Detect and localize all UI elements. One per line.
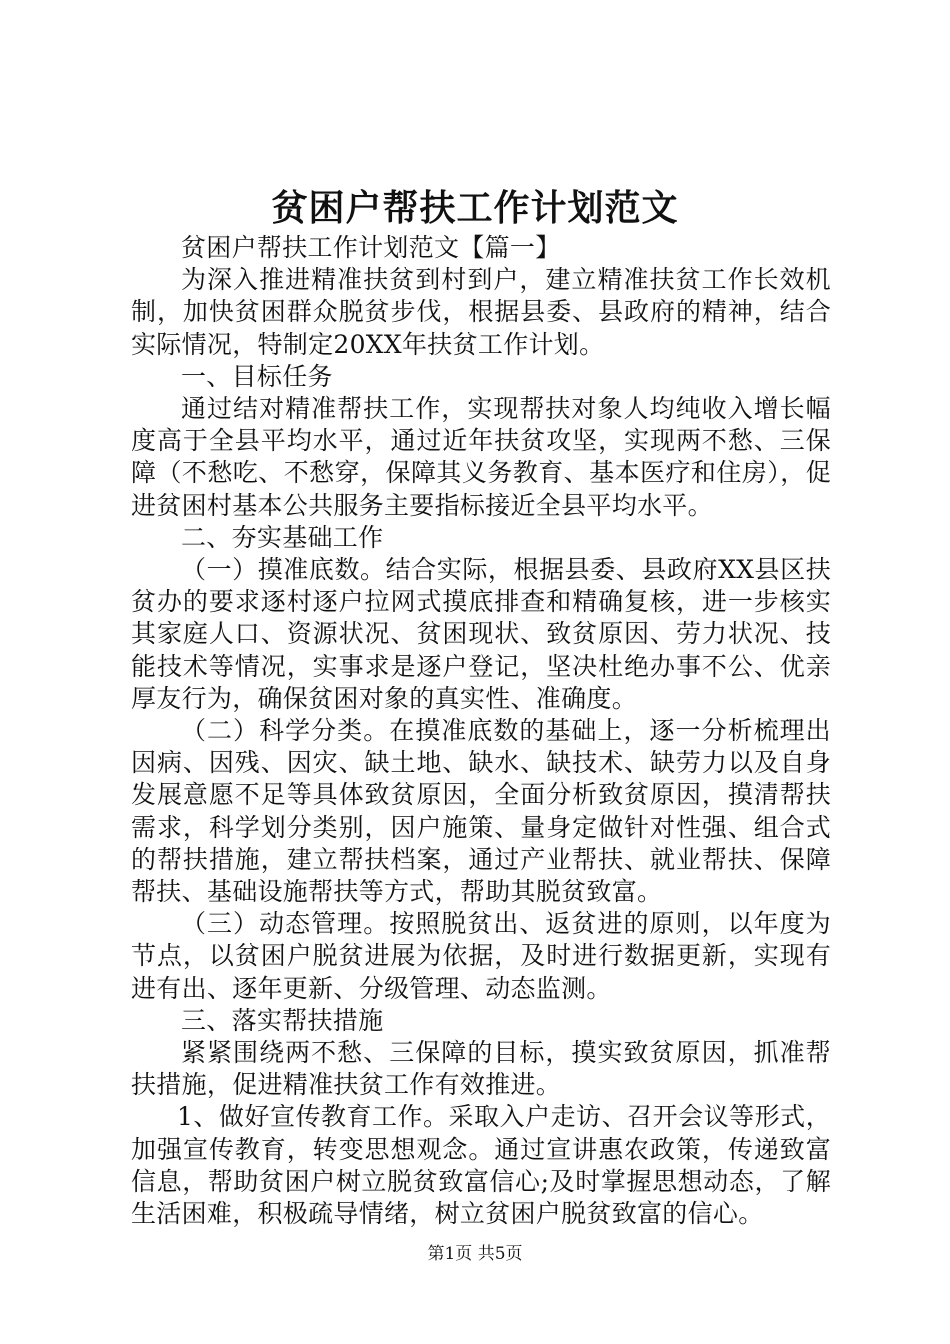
paragraph-survey: （一）摸准底数。结合实际，根据县委、县政府XX县区扶贫办的要求逐村逐户拉网式摸底排查和精确复核，进一步核实其家庭人口、资源状况、贫困现状、致贫原因、劳力状况、技能技术等情况，实事求是逐户登记，坚决杜绝办事不公、优亲厚友行为，确保贫困对象的真实性、准确度。: [131, 555, 831, 713]
paragraph-goals: 通过结对精准帮扶工作，实现帮扶对象人均纯收入增长幅度高于全县平均水平，通过近年扶贫攻坚，实现两不愁、三保障（不愁吃、不愁穿，保障其义务教育、基本医疗和住房），促进贫困村基本公共服务主要指标接近全县平均水平。: [131, 394, 831, 520]
page-footer: 第1页 共5页: [427, 1244, 523, 1264]
heading-measures: 三、落实帮扶措施: [181, 1005, 384, 1035]
paragraph-classification: （二）科学分类。在摸准底数的基础上，逐一分析梳理出因病、因残、因灾、缺土地、缺水、缺技术、缺劳力以及自身发展意愿不足等具体致贫原因，全面分析致贫原因，摸清帮扶需求，科学划分类别，因户施策、量身定做针对性强、组合式的帮扶措施，建立帮扶档案，通过产业帮扶、就业帮扶、保障帮扶、基础设施帮扶等方式，帮助其脱贫致富。: [131, 716, 831, 907]
paragraph-dynamic-management: （三）动态管理。按照脱贫出、返贫进的原则，以年度为节点，以贫困户脱贫进展为依据，及时进行数据更新，实现有进有出、逐年更新、分级管理、动态监测。: [131, 909, 831, 1003]
paragraph-measures: 紧紧围绕两不愁、三保障的目标，摸实致贫原因，抓准帮扶措施，促进精准扶贫工作有效推进。: [131, 1038, 831, 1100]
section-subtitle: 贫困户帮扶工作计划范文【篇一】: [181, 233, 561, 262]
document-title: 贫困户帮扶工作计划范文: [271, 187, 679, 229]
document-body: [131, 232, 831, 1230]
paragraph-intro: 为深入推进精准扶贫到村到户，建立精准扶贫工作长效机制，加快贫困群众脱贫步伐，根据县委、县政府的精神，结合实际情况，特制定20XX年扶贫工作计划。: [131, 265, 831, 359]
heading-goals: 一、目标任务: [181, 361, 333, 391]
paragraph-publicity: 1、做好宣传教育工作。采取入户走访、召开会议等形式，加强宣传教育，转变思想观念。通过宣讲惠农政策，传递致富信息，帮助贫困户树立脱贫致富信心;及时掌握思想动态，了解生活困难，积极疏导情绪，树立贫困户脱贫致富的信心。: [131, 1102, 831, 1229]
heading-foundation: 二、夯实基础工作: [181, 522, 384, 552]
